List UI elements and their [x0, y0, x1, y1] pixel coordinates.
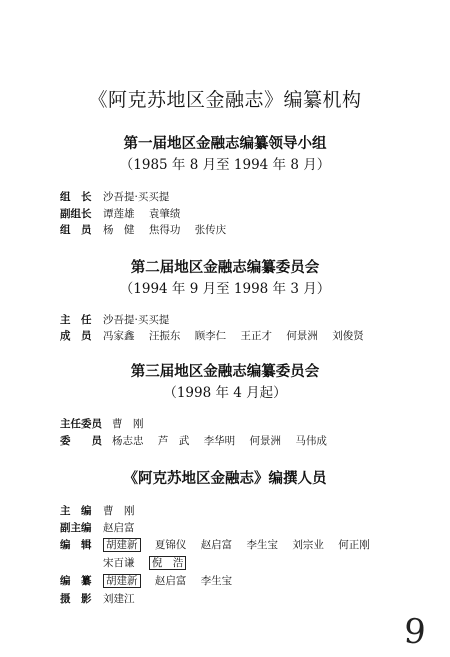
member-name: 赵启富	[200, 539, 233, 551]
page-number: 9	[402, 611, 428, 653]
member-name: 刘建江	[103, 593, 135, 605]
section-2-subtitle: （1994 年 9 月至 1998 年 3 月）	[119, 281, 331, 297]
member-name: 赵启富	[154, 575, 187, 587]
role-label: 主任委员	[60, 418, 102, 430]
member-name: 焦得功	[148, 224, 181, 236]
role-label: 副主编	[60, 522, 92, 534]
section-3-title: 第三届地区金融志编纂委员会	[130, 363, 320, 380]
member-name: 何正刚	[338, 539, 370, 551]
role-label: 委 员	[60, 435, 102, 447]
role-label: 编 辑	[60, 539, 92, 551]
member-name: 张传庆	[194, 224, 227, 236]
member-name: 宋百谦	[103, 557, 135, 569]
member-name: 袁肇绩	[148, 208, 181, 220]
member-name: 何景洲	[249, 435, 282, 447]
member-name-boxed: 胡建新	[103, 574, 141, 588]
section-4-title: 《阿克苏地区金融志》编撰人员	[123, 470, 327, 487]
member-name: 冯家鑫	[103, 330, 135, 342]
member-name: 王正才	[240, 330, 273, 342]
section-1-title: 第一届地区金融志编纂领导小组	[123, 135, 327, 152]
member-name: 夏锦仪	[154, 539, 187, 551]
member-name: 马伟成	[295, 435, 327, 447]
role-label: 主 任	[60, 314, 92, 326]
member-name: 芦 武	[157, 435, 190, 447]
member-name: 李生宝	[200, 575, 233, 587]
role-label: 主 编	[60, 505, 92, 517]
member-name: 曹 刚	[103, 505, 135, 517]
member-name: 刘俊贤	[332, 330, 364, 342]
role-label: 副组长	[60, 208, 92, 220]
member-name: 曹 刚	[112, 418, 144, 430]
member-name-boxed: 倪 浩	[149, 556, 187, 570]
member-name: 沙吾提·买买提	[103, 191, 170, 203]
section-1-subtitle: （1985 年 8 月至 1994 年 8 月）	[119, 157, 331, 173]
member-name: 谭莲雄	[103, 208, 135, 220]
role-label: 组 长	[60, 191, 92, 203]
section-2-title: 第二届地区金融志编纂委员会	[130, 259, 320, 276]
member-name: 赵启富	[103, 522, 135, 534]
member-name: 李生宝	[246, 539, 279, 551]
member-name: 何景洲	[286, 330, 318, 342]
member-name: 沙吾提·买买提	[103, 314, 170, 326]
member-name: 杨志忠	[112, 435, 144, 447]
section-3-subtitle: （1998 年 4 月起）	[163, 385, 287, 401]
member-name: 汪振东	[148, 330, 181, 342]
member-name: 杨 健	[103, 224, 135, 236]
member-name: 刘宗业	[292, 539, 324, 551]
member-name: 李华明	[203, 435, 236, 447]
role-label: 编 纂	[60, 575, 92, 587]
role-label: 摄 影	[60, 593, 92, 605]
document-title: 《阿克苏地区金融志》编纂机构	[88, 89, 362, 111]
role-label: 成 员	[60, 330, 92, 342]
member-name-boxed: 胡建新	[103, 538, 141, 552]
member-name: 顾李仁	[194, 330, 227, 342]
role-label: 组 员	[60, 224, 92, 236]
